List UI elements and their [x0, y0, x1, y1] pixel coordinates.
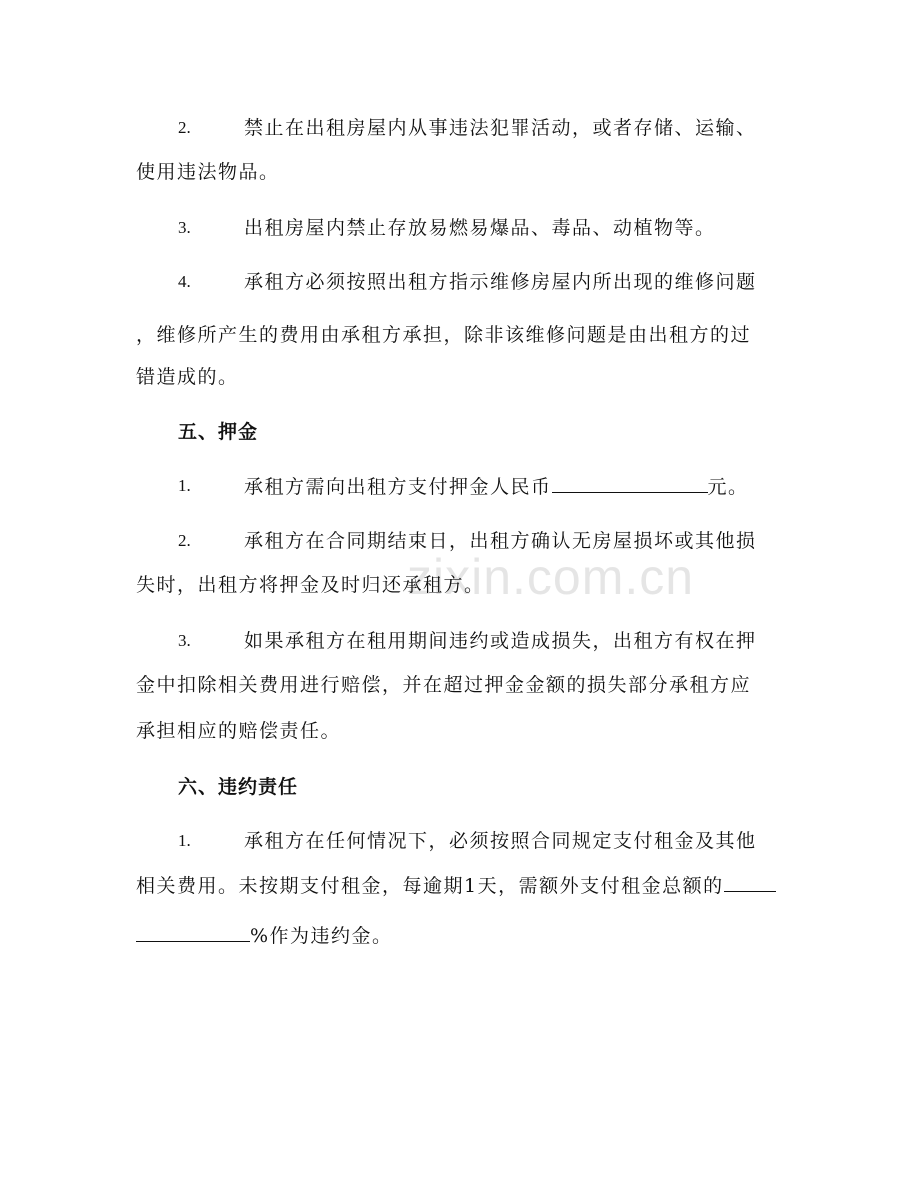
paragraph-line: 承租方在合同期结束日，出租方确认无房屋损坏或其他损 — [244, 530, 757, 552]
section-heading: 六、违约责任 — [178, 776, 299, 798]
deposit-amount-blank — [552, 474, 708, 493]
paragraph-line: 使用违法物品。 — [136, 161, 280, 183]
paragraph-line: 如果承租方在租用期间违约或造成损失，出租方有权在押 — [244, 630, 757, 652]
paragraph-line: 失时，出租方将押金及时归还承租方。 — [136, 574, 485, 596]
penalty-rate-blank-end — [136, 923, 250, 942]
watermark: zixin.com.cn — [407, 549, 695, 605]
paragraph-line: ，维修所产生的费用由承租方承担，除非该维修问题是由出租方的过 — [136, 324, 752, 346]
paragraph-line: 承担相应的赔偿责任。 — [136, 720, 342, 742]
paragraph-line: 错造成的。 — [136, 366, 239, 388]
penalty-rate-blank-start — [724, 873, 776, 892]
text-after-blank: %作为违约金。 — [250, 925, 393, 947]
item-number: 4. — [178, 272, 191, 291]
item-number: 1. — [178, 476, 191, 495]
item-number: 2. — [178, 531, 191, 550]
text-before-blank: 承租方需向出租方支付押金人民币 — [244, 476, 552, 498]
section-heading: 五、押金 — [178, 421, 259, 443]
paragraph-line: 承租方在任何情况下，必须按照合同规定支付租金及其他 — [244, 830, 757, 852]
paragraph-line — [244, 474, 749, 499]
item-number: 2. — [178, 118, 191, 137]
paragraph-line: 出租房屋内禁止存放易燃易爆品、毒品、动植物等。 — [244, 217, 716, 239]
paragraph-line — [136, 923, 393, 948]
item-number: 1. — [178, 831, 191, 850]
item-number: 3. — [178, 631, 191, 650]
paragraph-line: 金中扣除相关费用进行赔偿，并在超过押金金额的损失部分承租方应 — [136, 674, 752, 696]
paragraph-line — [136, 873, 776, 898]
paragraph-line: 禁止在出租房屋内从事违法犯罪活动，或者存储、运输、 — [244, 117, 757, 139]
paragraph-line: 承租方必须按照出租方指示维修房屋内所出现的维修问题 — [244, 271, 757, 293]
text-before-blank: 相关费用。未按期支付租金，每逾期1天，需额外支付租金总额的 — [136, 875, 724, 897]
item-number: 3. — [178, 218, 191, 237]
text-after-blank: 元。 — [707, 476, 749, 498]
